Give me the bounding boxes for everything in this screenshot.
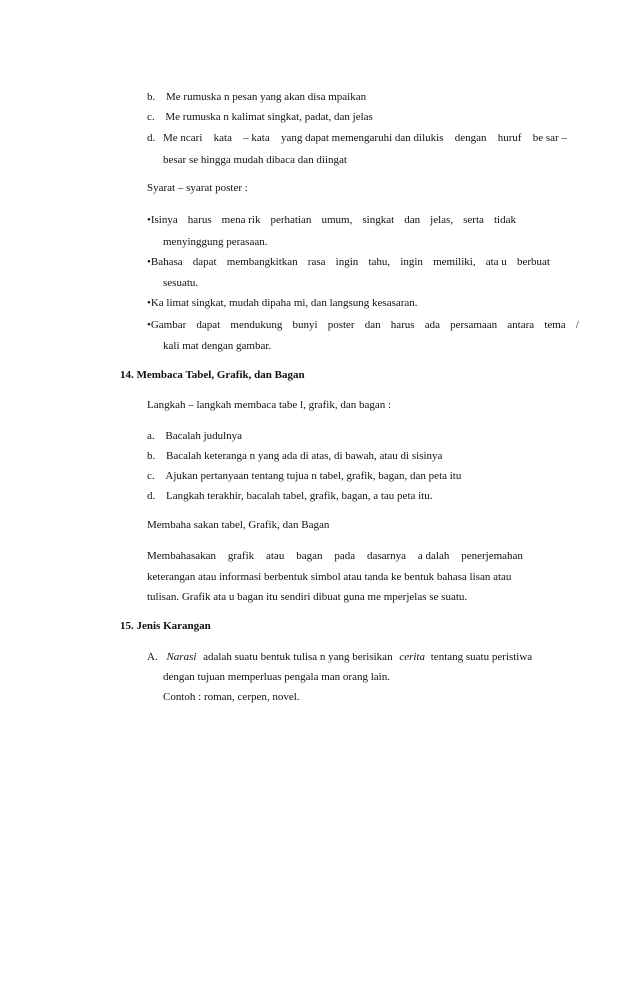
- word: dengan: [454, 132, 487, 144]
- bullet-1-line1: [147, 213, 516, 227]
- narasi-line2: dengan tujuan memperluas pengala man orang lain.: [163, 671, 390, 683]
- list-item-d-line2: besar se hingga mudah dibaca dan diingat: [163, 154, 347, 166]
- word: serta: [463, 214, 484, 226]
- langkah-item-c: [147, 469, 461, 483]
- word: Me ncari: [163, 132, 203, 144]
- word: tidak: [493, 214, 516, 226]
- list-marker: c.: [147, 470, 155, 482]
- term-narasi: Narasi: [166, 651, 197, 663]
- word: singkat: [362, 214, 395, 226]
- word: harus: [187, 214, 212, 226]
- word: jelas,: [430, 214, 454, 226]
- bullet-4-line1: [147, 318, 579, 332]
- word: ingin: [400, 256, 423, 268]
- word: memiliki,: [433, 256, 476, 268]
- bullet-2-line1: [147, 255, 550, 269]
- word: Membahasakan: [147, 550, 217, 562]
- word: •Isinya: [147, 214, 178, 226]
- paragraph-line3: tulisan. Grafik ata u bagan itu sendiri dibuat guna me mperjelas se suatu.: [147, 591, 468, 603]
- word: tema: [544, 319, 566, 331]
- list-text: Bacalah keteranga n yang ada di atas, di bawah, atau di sisinya: [166, 450, 443, 462]
- word: mena rik: [221, 214, 261, 226]
- langkah-item-d: [147, 489, 433, 503]
- word: huruf: [497, 132, 522, 144]
- word: poster: [327, 319, 355, 331]
- word: umum,: [321, 214, 353, 226]
- word: a dalah: [417, 550, 450, 562]
- list-item-c: [147, 110, 373, 124]
- word: dapat: [196, 319, 221, 331]
- list-marker: A.: [147, 651, 158, 663]
- section-15-heading: 15. Jenis Karangan: [120, 620, 211, 632]
- word: kata: [213, 132, 232, 144]
- word: bagan: [296, 550, 323, 562]
- langkah-item-a: [147, 429, 242, 443]
- paragraph-line1: [147, 549, 523, 563]
- bullet-1-line2: menyinggung perasaan.: [163, 236, 268, 248]
- word: membangkitkan: [226, 256, 298, 268]
- list-marker: a.: [147, 430, 155, 442]
- narasi-example: Contoh : roman, cerpen, novel.: [163, 691, 300, 703]
- word: mendukung: [230, 319, 283, 331]
- word: – kata: [243, 132, 270, 144]
- word: persamaan: [450, 319, 498, 331]
- langkah-title: Langkah – langkah membaca tabe l, grafik, dan bagan :: [147, 399, 392, 411]
- list-text: Bacalah judulnya: [165, 430, 243, 442]
- list-text: Me rumuska n pesan yang akan disa mpaikan: [166, 91, 367, 103]
- list-marker: b.: [147, 450, 156, 462]
- word: •Gambar: [147, 319, 187, 331]
- word: /: [575, 319, 579, 331]
- narasi-rest: tentang suatu peristiwa: [430, 651, 533, 663]
- word: atau: [266, 550, 285, 562]
- list-text: Ajukan pertanyaan tentang tujua n tabel, grafik, bagan, dan peta itu: [165, 470, 462, 482]
- syarat-title: Syarat – syarat poster :: [147, 182, 248, 194]
- word: ata u: [485, 256, 507, 268]
- word: pada: [334, 550, 356, 562]
- membaha-title: Membaha sakan tabel, Grafik, dan Bagan: [147, 519, 330, 531]
- langkah-item-b: [147, 449, 442, 463]
- list-text: Me rumuska n kalimat singkat, padat, dan jelas: [165, 111, 373, 123]
- word: berbuat: [516, 256, 550, 268]
- narasi-mid: adalah suatu bentuk tulisa n yang berisikan: [203, 651, 393, 663]
- word: dan: [404, 214, 421, 226]
- word: ingin: [335, 256, 359, 268]
- bullet-4-line2: kali mat dengan gambar.: [163, 340, 272, 352]
- word: ada: [424, 319, 440, 331]
- word: dasarnya: [366, 550, 407, 562]
- word: tahu,: [368, 256, 391, 268]
- paragraph-line2: keterangan atau informasi berbentuk simbol atau tanda ke bentuk bahasa lisan atau: [147, 571, 512, 583]
- list-marker: b.: [147, 91, 156, 103]
- term-cerita: cerita: [399, 651, 425, 663]
- word: perhatian: [270, 214, 312, 226]
- word: harus: [390, 319, 415, 331]
- bullet-2-line2: sesuatu.: [163, 277, 199, 289]
- list-marker: d.: [147, 490, 156, 502]
- list-item-d: [147, 131, 155, 145]
- word: dapat: [192, 256, 217, 268]
- list-marker: d.: [147, 132, 156, 144]
- list-marker: c.: [147, 111, 155, 123]
- word: yang dapat memengaruhi dan dilukis: [280, 132, 444, 144]
- list-text: Langkah terakhir, bacalah tabel, grafik, bagan, a tau peta itu.: [166, 490, 433, 502]
- word: antara: [507, 319, 535, 331]
- word: •Bahasa: [147, 256, 183, 268]
- bullet-3: •Ka limat singkat, mudah dipaha mi, dan langsung kesasaran.: [147, 297, 418, 309]
- word: grafik: [227, 550, 255, 562]
- narasi-line1: [147, 650, 532, 664]
- word: dan: [364, 319, 381, 331]
- word: rasa: [307, 256, 326, 268]
- word: bunyi: [292, 319, 318, 331]
- section-14-heading: 14. Membaca Tabel, Grafik, dan Bagan: [120, 369, 305, 381]
- word: penerjemahan: [461, 550, 523, 562]
- list-item-d-line1: [163, 131, 567, 145]
- list-item-b: [147, 90, 366, 104]
- word: be sar –: [532, 132, 567, 144]
